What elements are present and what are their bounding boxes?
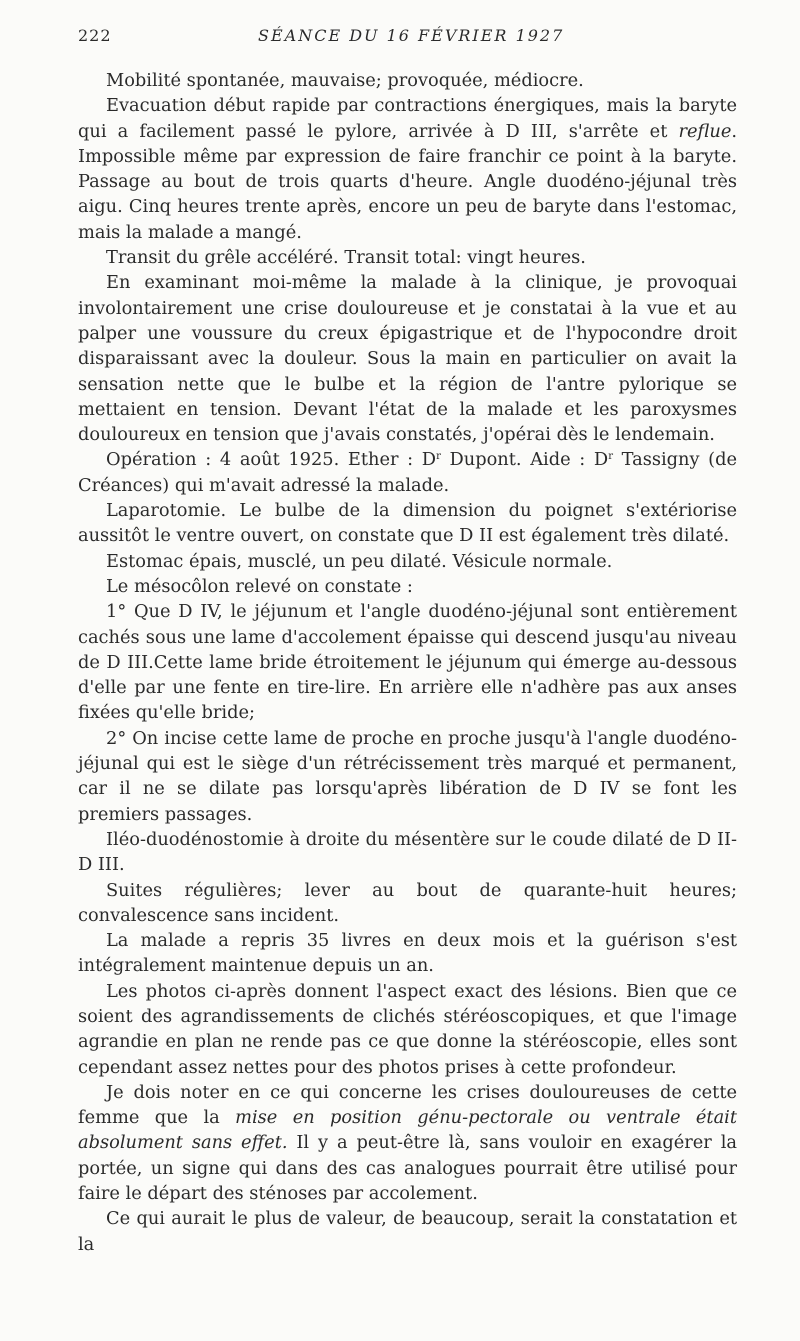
paragraph: 1° Que D IV, le jéjunum et l'angle duodéno-jéjunal sont entièrement cachés sous une lame d'accolement épaisse qui descend jusqu'au niveau de D III.Cette lame bride étroitement le jéjunum qui émerge au-dessous d'elle par une fente en tire-lire. En arrière elle n'adhère pas aux anses fixées qu'elle bride;: [78, 601, 737, 724]
paragraph: En examinant moi-même la malade à la clinique, je provoquai involontairement une crise douloureuse et je constatai à la vue et au palper une voussure du creux épigastrique et de l'hypocondre droit disparaissant avec la douleur. Sous la main en particulier on avait la sensation nette que le bulbe et la région de l'antre pylorique se mettaient en tension. Devant l'état de la malade et les paroxysmes douloureux en tension que j'avais constatés, j'opérai dès le lendemain.: [78, 272, 737, 446]
evac-text-before: Evacuation début rapide par contractions énergiques, mais la baryte qui a facilement passé le pylore, arrivée à D III, s'arrête et: [78, 95, 737, 142]
paragraph: Laparotomie. Le bulbe de la dimension du poignet s'extériorise aussitôt le ventre ouvert, on constate que D II est également très dilaté.: [78, 500, 737, 547]
paragraph: La malade a repris 35 livres en deux mois et la guérison s'est intégralement maintenue depuis un an.: [78, 930, 737, 977]
running-header: [78, 22, 737, 48]
running-title: SÉANCE DU 16 FÉVRIER 1927: [258, 26, 565, 45]
positions-italic: mise en position génu-pectorale ou ventrale était absolument sans effet.: [78, 1107, 737, 1154]
evac-italic: reflue: [678, 120, 732, 142]
positions-text-after: Il y a peut-être là, sans vouloir en exagérer la portée, un signe qui dans des cas analogues pourrait être utilisé pour faire le départ des sténoses par accolement.: [78, 1132, 737, 1205]
evac-text-after: . Impossible même par expression de faire franchir ce point à la baryte. Passage au bout de trois quarts d'heure. Angle duodéno-jéjunal très aigu. Cinq heures trente après, encore un peu de baryte dans l'estomac, mais la malade a mangé.: [78, 120, 737, 243]
page-number: 222: [78, 26, 112, 45]
page: [78, 22, 737, 1257]
paragraph-positions: [78, 1080, 737, 1206]
paragraph: Suites régulières; lever au bout de quarante-huit heures; convalescence sans incident.: [78, 879, 737, 926]
paragraph: Estomac épais, musclé, un peu dilaté. Vésicule normale.: [106, 550, 613, 572]
paragraph: Mobilité spontanée, mauvaise; provoquée, médiocre.: [106, 70, 584, 91]
paragraph: [78, 93, 737, 245]
paragraph-last: Ce qui aurait le plus de valeur, de beaucoup, serait la constatation et la: [78, 1208, 737, 1255]
operation-text-3: Tassigny (de Créances) qui m'avait adressé la malade.: [78, 449, 738, 496]
paragraph: Les photos ci-après donnent l'aspect exact des lésions. Bien que ce soient des agrandissements de clichés stéréoscopiques, et que l'image agrandie en plan ne rende pas ce que donne la stéréoscopie, elles sont cependant assez nettes pour des photos prises à cette profondeur.: [78, 980, 737, 1078]
paragraph: Iléo-duodénostomie à droite du mésentère sur le coude dilaté de D II-D III.: [78, 828, 737, 876]
paragraph: Transit du grêle accéléré. Transit total: vingt heures.: [106, 247, 586, 269]
paragraph-operation: [78, 447, 737, 498]
operation-sup-1: r: [436, 451, 441, 463]
paragraph: 2° On incise cette lame de proche en proche jusqu'à l'angle duodéno-jéjunal qui est le siège d'un rétrécissement très marqué et permanent, car il ne se dilate pas lorsqu'après libération de D IV se font les premiers passages.: [78, 727, 737, 825]
operation-text-2: Dupont. Aide : D: [440, 449, 609, 471]
operation-sup-2: r: [608, 451, 613, 463]
body-text: [78, 68, 737, 1257]
operation-text-1: Opération : 4 août 1925. Ether : D: [106, 449, 437, 471]
paragraph: Le mésocôlon relevé on constate :: [106, 575, 413, 597]
positions-text-before: Je dois noter en ce qui concerne les crises douloureuses de cette femme que la: [78, 1081, 737, 1129]
